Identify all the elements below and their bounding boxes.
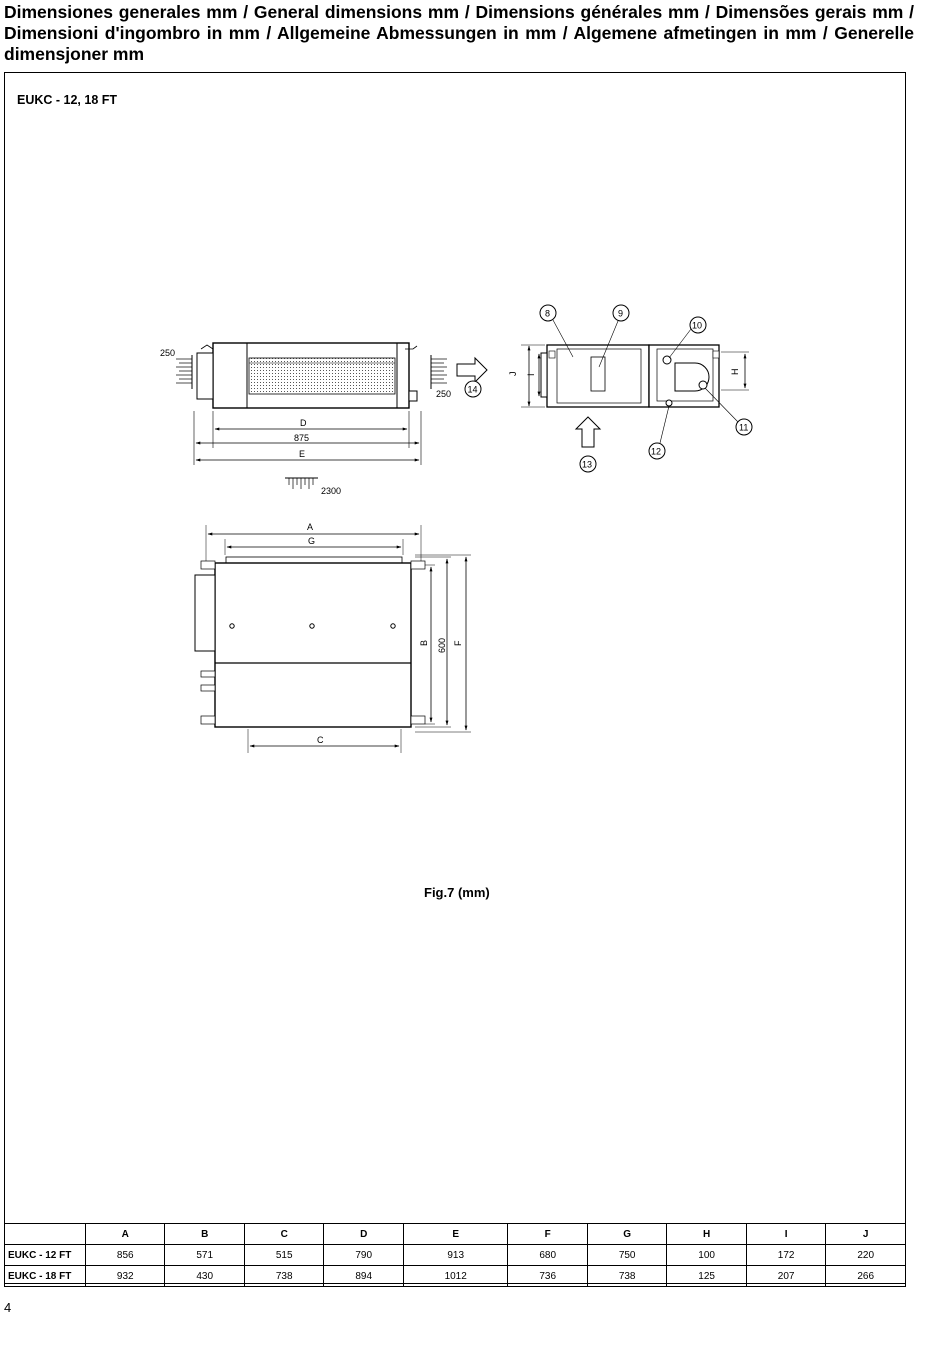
table-header-cell <box>5 1224 86 1245</box>
table-cell: 125 <box>667 1266 746 1287</box>
table-header-cell: A <box>86 1224 165 1245</box>
table-cell: 515 <box>244 1245 323 1266</box>
front-view <box>160 343 451 496</box>
table-header-cell: C <box>244 1224 323 1245</box>
callout-12: 12 <box>651 446 662 457</box>
clearance-left-label: 250 <box>160 348 176 358</box>
table-cell: 790 <box>324 1245 403 1266</box>
callout-14: 14 <box>467 384 478 395</box>
table-cell: 207 <box>746 1266 825 1287</box>
dim-i-label: I <box>526 373 536 376</box>
table-header-cell: H <box>667 1224 746 1245</box>
dim-d-label: D <box>300 418 307 428</box>
callout-9: 9 <box>618 308 624 319</box>
table-header-cell: G <box>587 1224 666 1245</box>
clearance-right-label: 250 <box>436 389 452 399</box>
table-cell: 680 <box>508 1245 587 1266</box>
figure-caption: Fig.7 (mm) <box>424 885 490 900</box>
table-header-cell: E <box>403 1224 508 1245</box>
table-cell: 738 <box>244 1266 323 1287</box>
table-cell: 932 <box>86 1266 165 1287</box>
table-header-row <box>5 1224 906 1245</box>
dim-c-label: C <box>317 735 324 745</box>
figure-frame <box>4 72 906 1284</box>
table-cell: 894 <box>324 1266 403 1287</box>
table-cell: 856 <box>86 1245 165 1266</box>
page-number: 4 <box>4 1300 12 1315</box>
table-row-label: EUKC - 12 FT <box>5 1245 86 1266</box>
side-view <box>508 305 752 459</box>
table-cell: 738 <box>587 1266 666 1287</box>
table-row <box>5 1245 906 1266</box>
table-cell: 1012 <box>403 1266 508 1287</box>
callout-11: 11 <box>739 422 749 433</box>
dim-f-label: F <box>453 640 463 646</box>
table-row <box>5 1266 906 1287</box>
clearance-bottom-label: 2300 <box>321 486 342 496</box>
table-cell: 266 <box>826 1266 906 1287</box>
model-label: EUKC - 12, 18 FT <box>17 93 118 107</box>
callout-10: 10 <box>692 320 703 331</box>
table-cell: 913 <box>403 1245 508 1266</box>
top-view <box>195 522 471 753</box>
dim-h-label: H <box>730 368 740 375</box>
table-cell: 750 <box>587 1245 666 1266</box>
table-cell: 172 <box>746 1245 825 1266</box>
dim-g-label: G <box>308 536 316 546</box>
table-cell: 736 <box>508 1266 587 1287</box>
dimensions-table <box>4 1223 906 1287</box>
technical-drawing <box>5 73 905 1223</box>
table-cell: 220 <box>826 1245 906 1266</box>
table-cell: 430 <box>165 1266 244 1287</box>
page-title: Dimensiones generales mm / General dimensions mm / Dimensions générales mm / Dimensões gerais mm / Dimensioni d'ingombro in mm / Allgemeine Abmessungen in mm / Algemene afmetingen in mm / Generelle dimensjoner mm <box>4 2 914 64</box>
dim-875-label: 875 <box>294 433 310 443</box>
table-header-cell: I <box>746 1224 825 1245</box>
table-cell: 571 <box>165 1245 244 1266</box>
dim-e-label: E <box>299 449 306 459</box>
table-header-cell: B <box>165 1224 244 1245</box>
callout-13: 13 <box>582 459 593 470</box>
dim-a-label: A <box>307 522 314 532</box>
table-row-label: EUKC - 18 FT <box>5 1266 86 1287</box>
table-cell: 100 <box>667 1245 746 1266</box>
dim-600-label: 600 <box>437 637 447 653</box>
callout-8: 8 <box>545 308 551 319</box>
table-header-cell: J <box>826 1224 906 1245</box>
dim-j-label: J <box>508 371 518 376</box>
table-header-cell: D <box>324 1224 403 1245</box>
dim-b-label: B <box>419 639 429 646</box>
table-header-cell: F <box>508 1224 587 1245</box>
